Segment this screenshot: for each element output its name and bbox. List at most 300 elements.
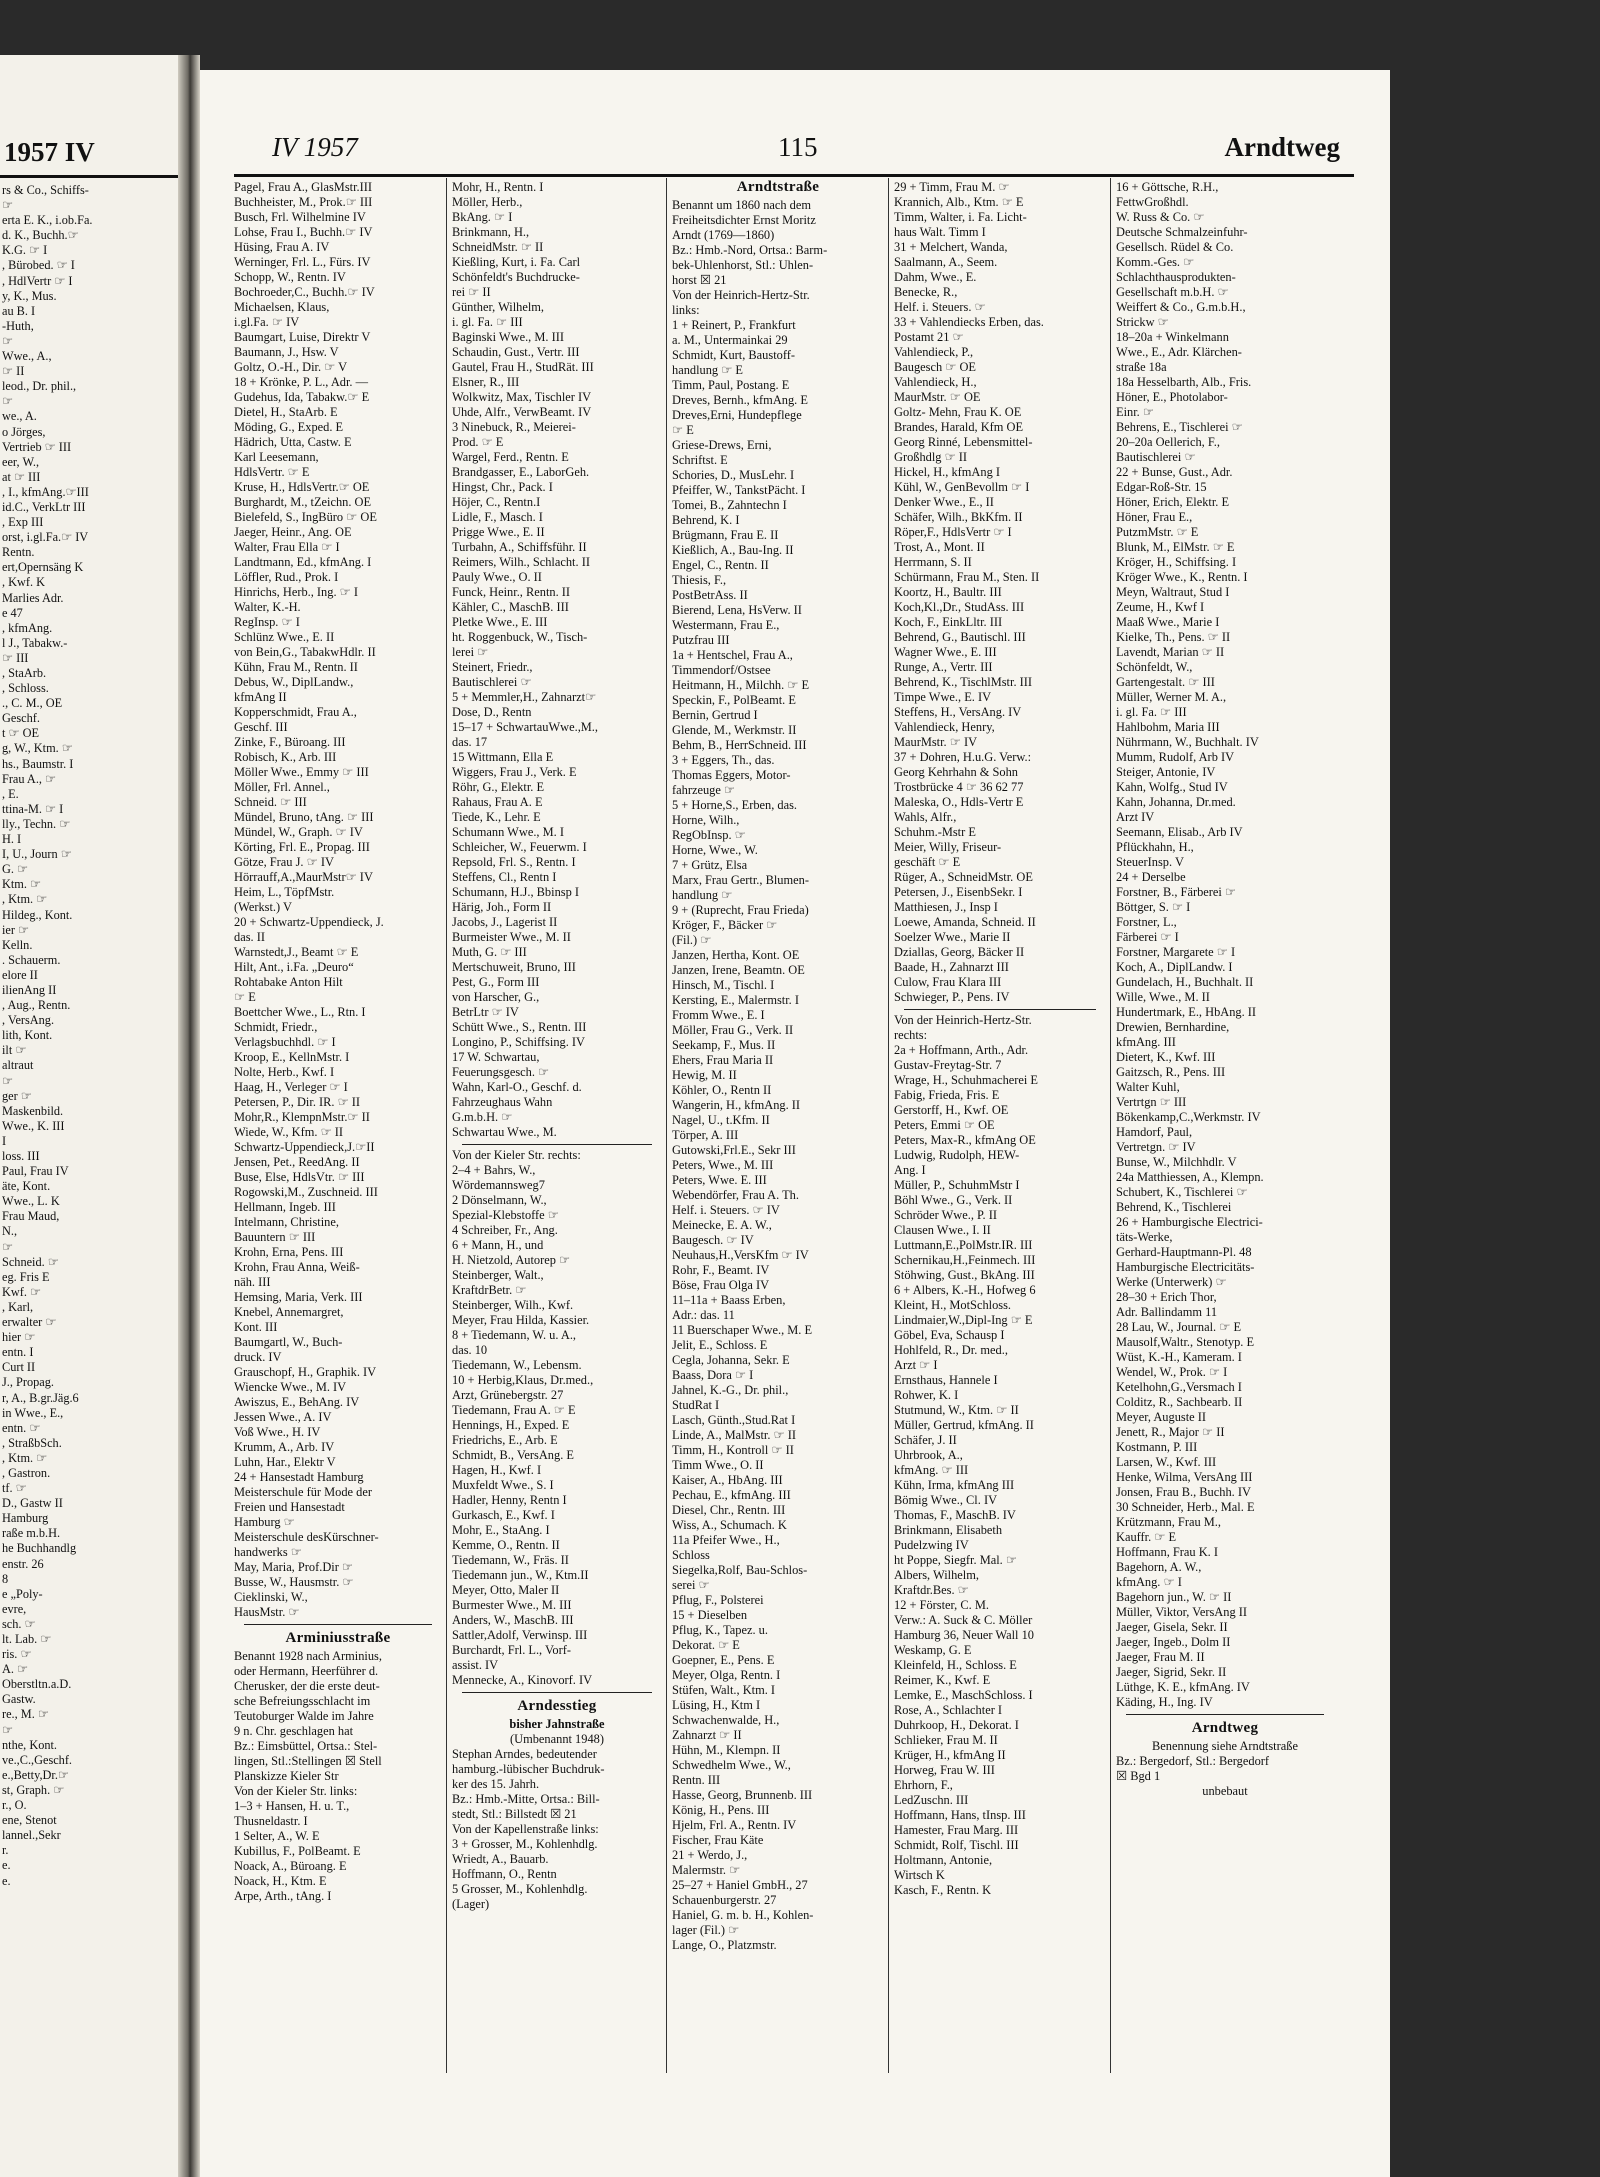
directory-entry: Steinberger, Walt.,	[452, 1268, 544, 1282]
directory-entry: Gerhard-Hauptmann-Pl. 48	[1116, 1245, 1252, 1259]
directory-entry: druck. IV	[234, 1350, 282, 1364]
column-4	[894, 180, 1106, 1898]
left-page-line: , kfmAng.	[2, 620, 53, 635]
left-page-line: o Jörges,	[2, 424, 46, 439]
directory-entry: Behrend, G., Bautischl. III	[894, 630, 1026, 644]
directory-entry: 1–3 + Hansen, H. u. T.,	[234, 1799, 350, 1813]
directory-entry: Schaudin, Gust., Vertr. III	[452, 345, 580, 359]
directory-entry: Adr.: das. 11	[672, 1308, 735, 1322]
directory-entry: Körting, Frl. E., Propag. III	[234, 840, 370, 854]
directory-entry: Bunse, W., Milchhdlr. V	[1116, 1155, 1237, 1169]
directory-entry: Walter, Frau Ella ☞ I	[234, 540, 340, 554]
directory-entry: Albers, Wilhelm,	[894, 1568, 979, 1582]
directory-entry: Holtmann, Antonie,	[894, 1853, 993, 1867]
directory-entry: Vahlendieck, Henry,	[894, 720, 995, 734]
directory-entry: Janzen, Irene, Beamtn. OE	[672, 963, 805, 977]
directory-entry: Bierend, Lena, HsVerw. II	[672, 603, 802, 617]
directory-entry: Hamburg ☞	[234, 1515, 295, 1529]
street-heading: Arndesstieg	[517, 1698, 597, 1714]
directory-entry: Trostbrücke 4 ☞ 36 62 77	[894, 780, 1024, 794]
directory-entry: Krohn, Erna, Pens. III	[234, 1245, 344, 1259]
directory-entry: Hagen, H., Kwf. I	[452, 1463, 542, 1477]
directory-entry: Michaelsen, Klaus,	[234, 300, 330, 314]
directory-entry: Wirtsch K	[894, 1868, 945, 1882]
directory-entry: Bagehorn jun., W. ☞ II	[1116, 1590, 1232, 1604]
directory-entry: Marx, Frau Gertr., Blumen-	[672, 873, 809, 887]
directory-entry: Neuhaus,H.,VersKfm ☞ IV	[672, 1248, 809, 1262]
directory-entry: Hädrich, Utta, Castw. E	[234, 435, 352, 449]
left-page-line: Paul, Frau IV	[2, 1164, 69, 1179]
directory-entry: Höner, Erich, Elektr. E	[1116, 495, 1230, 509]
directory-entry: Lüthge, K. E., kfmAng. IV	[1116, 1680, 1250, 1694]
left-page-line: I, U., Journ ☞	[2, 847, 72, 862]
directory-entry: Kießlich, A., Bau-Ing. II	[672, 543, 794, 557]
directory-entry: Planskizze Kieler Str	[234, 1769, 339, 1783]
left-page-line: ene, Stenot	[2, 1813, 57, 1828]
directory-entry: Grauschopf, H., Graphik. IV	[234, 1365, 377, 1379]
directory-entry: Schönfeldt's Buchdrucke-	[452, 270, 580, 284]
directory-entry: Pflückhahn, H.,	[1116, 840, 1194, 854]
directory-entry: Zahnarzt ☞ II	[672, 1728, 742, 1742]
directory-entry: Hamburgische Electricitäts-	[1116, 1260, 1255, 1274]
directory-entry: Horweg, Frau W. III	[894, 1763, 995, 1777]
directory-entry: Ketelhohn,G.,Versmach I	[1116, 1380, 1242, 1394]
directory-entry: Anders, W., MaschB. III	[452, 1613, 574, 1627]
directory-entry: 10 + Herbig,Klaus, Dr.med.,	[452, 1373, 594, 1387]
left-page-line: leod., Dr. phil.,	[2, 379, 77, 394]
directory-entry: Hellmann, Ingeb. III	[234, 1200, 336, 1214]
directory-entry: von Harscher, G.,	[452, 990, 540, 1004]
directory-entry: Vertrtgn ☞ III	[1116, 1095, 1187, 1109]
directory-entry: 6 + Albers, K.-H., Hofweg 6	[894, 1283, 1036, 1297]
directory-entry: Cherusker, der die erste deut-	[234, 1679, 380, 1693]
left-page-line: , Exp III	[2, 515, 44, 530]
directory-entry: Lidle, F., Masch. I	[452, 510, 543, 524]
directory-entry: 3 + Grosser, M., Kohlenhdlg.	[452, 1837, 598, 1851]
left-page-line: ☞ III	[2, 650, 29, 665]
directory-entry: Haag, H., Verleger ☞ I	[234, 1080, 348, 1094]
left-page-line: , Schloss.	[2, 681, 49, 696]
directory-entry: Benannt 1928 nach Arminius,	[234, 1649, 382, 1663]
directory-entry: Kroop, E., KellnMstr. I	[234, 1050, 350, 1064]
directory-entry: Saalmann, A., Seem.	[894, 255, 998, 269]
left-page-line: H. I	[2, 832, 22, 847]
left-page-line: , Aug., Rentn.	[2, 998, 71, 1013]
section-rule	[1126, 1714, 1324, 1715]
directory-entry: 6 + Mann, H., und	[452, 1238, 544, 1252]
directory-entry: Uhrbrook, A.,	[894, 1448, 963, 1462]
directory-entry: Müller, Viktor, VersAng II	[1116, 1605, 1247, 1619]
left-page-line: hs., Baumstr. I	[2, 756, 74, 771]
left-page-line: Kelln.	[2, 937, 33, 952]
directory-entry: Schäfer, J. II	[894, 1433, 957, 1447]
directory-entry: Ehers, Frau Maria II	[672, 1053, 774, 1067]
directory-entry: Lohse, Frau I., Buchh.☞ IV	[234, 225, 373, 239]
directory-entry: Bautischlerei ☞	[452, 675, 532, 689]
directory-entry: Brandes, Harald, Kfm OE	[894, 420, 1024, 434]
left-page-line: 8	[2, 1571, 9, 1586]
directory-entry: Stephan Arndes, bedeutender	[452, 1747, 597, 1761]
directory-entry: Mertschuweit, Bruno, III	[452, 960, 576, 974]
directory-entry: Koortz, H., Baultr. III	[894, 585, 1002, 599]
directory-entry: Wargel, Ferd., Rentn. E	[452, 450, 569, 464]
directory-entry: Ludwig, Rudolph, HEW-	[894, 1148, 1020, 1162]
directory-entry: Meyer, Olga, Rentn. I	[672, 1668, 781, 1682]
directory-entry: Hörrauff,A.,MaurMstr☞ IV	[234, 870, 373, 884]
directory-entry: Intelmann, Christine,	[234, 1215, 339, 1229]
directory-entry: Trost, A., Mont. II	[894, 540, 985, 554]
directory-entry: Schwartz-Uppendieck,J.☞II	[234, 1140, 375, 1154]
directory-entry: Haniel, G. m. b. H., Kohlen-	[672, 1908, 814, 1922]
directory-entry: Behrend, K. I	[672, 513, 740, 527]
directory-entry: Kahn, Johanna, Dr.med.	[1116, 795, 1236, 809]
directory-entry: näh. III	[234, 1275, 271, 1289]
directory-entry: Pfeiffer, W., TankstPächt. I	[672, 483, 806, 497]
directory-entry: Schubert, K., Tischlerei ☞	[1116, 1185, 1248, 1199]
directory-entry: Hamester, Frau Marg. III	[894, 1823, 1019, 1837]
left-page-line: hier ☞	[2, 1330, 36, 1345]
directory-entry: Seekamp, F., Mus. II	[672, 1038, 776, 1052]
directory-entry: Bömig Wwe., Cl. IV	[894, 1493, 998, 1507]
directory-entry: Nagel, U., t.Kfm. II	[672, 1113, 770, 1127]
directory-entry: Bernin, Gertrud I	[672, 708, 758, 722]
directory-entry: Behrens, E., Tischlerei ☞	[1116, 420, 1243, 434]
left-page-line: Maskenbild.	[2, 1103, 64, 1118]
left-page-line: , StraßbSch.	[2, 1435, 62, 1450]
directory-entry: 31 + Melchert, Wanda,	[894, 240, 1008, 254]
directory-entry: Schloss	[672, 1548, 710, 1562]
directory-entry: lager (Fil.) ☞	[672, 1923, 740, 1937]
directory-entry: Hoffmann, Hans, tInsp. III	[894, 1808, 1026, 1822]
street-note: unbebaut	[1202, 1784, 1248, 1798]
left-page-line: raße m.b.H.	[2, 1526, 61, 1541]
directory-entry: Adr. Ballindamm 11	[1116, 1305, 1218, 1319]
left-page-line: ilienAng II	[2, 982, 57, 997]
directory-entry: Schernikau,H.,Feinmech. III	[894, 1253, 1036, 1267]
directory-entry: 1 Selter, A., W. E	[234, 1829, 320, 1843]
directory-entry: Forstner, Margarete ☞ I	[1116, 945, 1236, 959]
left-page-line: Hamburg	[2, 1511, 49, 1526]
directory-entry: RegInsp. ☞ I	[234, 615, 300, 629]
directory-entry: (Werkst.) V	[234, 900, 292, 914]
directory-entry: ker des 15. Jahrh.	[452, 1777, 540, 1791]
directory-entry: Jaeger, Ingeb., Dolm II	[1116, 1635, 1231, 1649]
left-page-line: , Ktm. ☞	[2, 892, 48, 907]
directory-entry: Hennings, H., Exped. E	[452, 1418, 570, 1432]
directory-entry: Peters, Max-R., kfmAng OE	[894, 1133, 1036, 1147]
left-page-line: lith, Kont.	[2, 1028, 53, 1043]
directory-entry: Behm, B., HerrSchneid. III	[672, 738, 807, 752]
directory-entry: i. gl. Fa. ☞ III	[452, 315, 523, 329]
directory-entry: links:	[672, 303, 700, 317]
directory-entry: Schuhm.-Mstr E	[894, 825, 976, 839]
directory-entry: Maleska, O., Hdls-Vertr E	[894, 795, 1024, 809]
directory-entry: StudRat I	[672, 1398, 720, 1412]
directory-entry: Von der Kieler Str. rechts:	[452, 1148, 581, 1162]
directory-entry: HdlsVertr. ☞ E	[234, 465, 310, 479]
directory-entry: 1 + Reinert, P., Frankfurt	[672, 318, 796, 332]
directory-entry: Jessen Wwe., A. IV	[234, 1410, 332, 1424]
directory-entry: Goltz, O.-H., Dir. ☞ V	[234, 360, 348, 374]
directory-entry: Dreves,Erni, Hundepflege	[672, 408, 802, 422]
directory-entry: Ang. I	[894, 1163, 926, 1177]
directory-entry: Pudelzwing IV	[894, 1538, 969, 1552]
directory-entry: Burmester Wwe., M. III	[452, 1598, 572, 1612]
left-page-line: Hildeg., Kont.	[2, 907, 73, 922]
left-page-line: e „Poly-	[2, 1586, 43, 1601]
directory-entry: Jelit, E., Schloss. E	[672, 1338, 768, 1352]
directory-entry: Freien und Hansestadt	[234, 1500, 345, 1514]
directory-entry: Schwieger, P., Pens. IV	[894, 990, 1010, 1004]
directory-entry: Drewien, Bernhardine,	[1116, 1020, 1230, 1034]
directory-entry: Hewig, M. II	[672, 1068, 737, 1082]
directory-entry: Wendel, W., Prok. ☞ I	[1116, 1365, 1228, 1379]
street-former-name: bisher Jahnstraße	[509, 1717, 605, 1731]
directory-entry: 28–30 + Erich Thor,	[1116, 1290, 1217, 1304]
left-page-line: Oberstltn.a.D.	[2, 1677, 72, 1692]
left-page-line: e 47	[2, 605, 23, 620]
directory-entry: Müller, Gertrud, kfmAng. II	[894, 1418, 1034, 1432]
directory-entry: fahrzeuge ☞	[672, 783, 736, 797]
left-page-line: tf. ☞	[2, 1481, 27, 1496]
directory-entry: Forstner, B., Färberei ☞	[1116, 885, 1237, 899]
directory-entry: Kleint, H., MotSchloss.	[894, 1298, 1012, 1312]
directory-entry: Jonsen, Frau B., Buchh. IV	[1116, 1485, 1251, 1499]
directory-entry: 5 + Memmler,H., Zahnarzt☞	[452, 690, 597, 704]
left-page-line: in Wwe., E.,	[2, 1405, 64, 1420]
directory-entry: Engel, C., Rentn. II	[672, 558, 769, 572]
directory-entry: Komm.-Ges. ☞	[1116, 255, 1195, 269]
directory-entry: Glende, M., Werkmstr. II	[672, 723, 797, 737]
right-page	[200, 70, 1390, 2177]
left-page-line: we., A.	[2, 409, 37, 424]
directory-entry: Mohr, E., StaAng. I	[452, 1523, 550, 1537]
directory-entry: 7 + Grütz, Elsa	[672, 858, 748, 872]
left-page-rule	[0, 175, 178, 178]
directory-entry: Gesellsch. Rüdel & Co.	[1116, 240, 1234, 254]
directory-entry: Hasse, Georg, Brunnenb. III	[672, 1788, 813, 1802]
directory-entry: 9 n. Chr. geschlagen hat	[234, 1724, 354, 1738]
directory-entry: Hüsing, Frau A. IV	[234, 240, 330, 254]
directory-entry: Baugesch. ☞ IV	[672, 1233, 754, 1247]
directory-entry: Benecke, R.,	[894, 285, 958, 299]
directory-entry: Brinkmann, Elisabeth	[894, 1523, 1003, 1537]
directory-entry: Steffens, Cl., Rentn I	[452, 870, 557, 884]
directory-entry: 29 + Timm, Frau M. ☞	[894, 180, 1010, 194]
directory-entry: Färberei ☞ I	[1116, 930, 1179, 944]
directory-entry: RegObInsp. ☞	[672, 828, 746, 842]
directory-entry: Larsen, W., Kwf. III	[1116, 1455, 1217, 1469]
directory-entry: Pflug, F., Polsterei	[672, 1593, 764, 1607]
directory-entry: Koch, F., EinkLltr. III	[894, 615, 1003, 629]
directory-entry: Schlieker, Frau M. II	[894, 1733, 998, 1747]
directory-entry: (Fil.) ☞	[672, 933, 712, 947]
left-page-line: lannel.,Sekr	[2, 1828, 61, 1843]
directory-entry: Petersen, J., EisenbSekr. I	[894, 885, 1023, 899]
directory-entry: Meyer, Otto, Maler II	[452, 1583, 560, 1597]
directory-entry: H. Nietzold, Autorep ☞	[452, 1253, 571, 1267]
left-page-line: J., Propag.	[2, 1375, 54, 1390]
directory-entry: Schwedhelm Wwe., W.,	[672, 1758, 791, 1772]
directory-entry: Meyn, Waltraut, Stud I	[1116, 585, 1230, 599]
directory-entry: Baumann, J., Hsw. V	[234, 345, 339, 359]
directory-entry: Freiheitsdichter Ernst Moritz	[672, 213, 816, 227]
directory-entry: Gundelach, H., Buchhalt. II	[1116, 975, 1254, 989]
directory-entry: Koch, A., DiplLandw. I	[1116, 960, 1233, 974]
directory-entry: Kröger, H., Schiffsing. I	[1116, 555, 1237, 569]
directory-entry: Hingst, Chr., Pack. I	[452, 480, 553, 494]
directory-entry: Putzfrau III	[672, 633, 730, 647]
directory-entry: 11 Buerschaper Wwe., M. E	[672, 1323, 813, 1337]
left-page-line: erta E. K., i.ob.Fa.	[2, 213, 93, 228]
directory-entry: Kraftdr.Bes. ☞	[894, 1583, 969, 1597]
directory-entry: Benannt um 1860 nach dem	[672, 198, 812, 212]
directory-entry: Rose, A., Schlachter I	[894, 1703, 1003, 1717]
left-page-line: r.	[2, 1843, 9, 1858]
directory-entry: ☞ E	[234, 990, 256, 1004]
directory-entry: rechts:	[894, 1028, 928, 1042]
directory-entry: Bz.: Hmb.-Mitte, Ortsa.: Bill-	[452, 1792, 600, 1806]
directory-entry: Loewe, Amanda, Schneid. II	[894, 915, 1036, 929]
directory-entry: Petersen, P., Dir. IR. ☞ II	[234, 1095, 361, 1109]
page-header-keyword: Arndtweg	[1224, 132, 1340, 162]
directory-entry: Tomei, B., Zahntechn I	[672, 498, 787, 512]
directory-entry: straße 18a	[1116, 360, 1167, 374]
directory-entry: Wiggers, Frau J., Verk. E	[452, 765, 577, 779]
directory-entry: Noack, H., Ktm. E	[234, 1874, 327, 1888]
directory-entry: Luhn, Har., Elektr V	[234, 1455, 336, 1469]
directory-entry: Jahnel, K.-G., Dr. phil.,	[672, 1383, 789, 1397]
directory-entry: Brandgasser, E., LaborGeh.	[452, 465, 590, 479]
directory-entry: Fahrzeughaus Wahn	[452, 1095, 553, 1109]
directory-entry: Helf. i. Steuers. ☞ IV	[672, 1203, 780, 1217]
column-1	[234, 180, 442, 1904]
directory-entry: Meisterschule für Mode der	[234, 1485, 372, 1499]
directory-entry: Kleinfeld, H., Schloss. E	[894, 1658, 1017, 1672]
directory-entry: Wahn, Karl-O., Geschf. d.	[452, 1080, 582, 1094]
directory-entry: i.gl.Fa. ☞ IV	[234, 315, 300, 329]
directory-entry: 5 + Horne,S., Erben, das.	[672, 798, 798, 812]
directory-entry: Timm, Walter, i. Fa. Licht-	[894, 210, 1027, 224]
directory-entry: Möding, G., Exped. E	[234, 420, 344, 434]
directory-entry: Mündel, W., Graph. ☞ IV	[234, 825, 363, 839]
directory-entry: Sattler,Adolf, Verwinsp. III	[452, 1628, 588, 1642]
directory-entry: Warnstedt,J., Beamt ☞ E	[234, 945, 359, 959]
left-page-line: , I., kfmAng.☞III	[2, 484, 89, 499]
directory-entry: 11a Pfeifer Wwe., H.,	[672, 1533, 780, 1547]
directory-entry: Gautel, Frau H., StudRät. III	[452, 360, 594, 374]
directory-entry: Rahaus, Frau A. E	[452, 795, 543, 809]
directory-entry: Rüger, A., SchneidMstr. OE	[894, 870, 1033, 884]
directory-entry: Steinert, Friedr.,	[452, 660, 533, 674]
directory-entry: ☒ Bgd 1	[1116, 1769, 1161, 1783]
left-page-line: ris. ☞	[2, 1647, 32, 1662]
directory-entry: Runge, A., Vertr. III	[894, 660, 993, 674]
directory-entry: das. 10	[452, 1343, 488, 1357]
directory-entry: Stöhwing, Gust., BkAng. III	[894, 1268, 1035, 1282]
directory-entry: hamburg.-lübischer Buchdruk-	[452, 1762, 605, 1776]
directory-entry: Schleicher, W., Feuerwm. I	[452, 840, 587, 854]
directory-entry: Gudehus, Ida, Tabakw.☞ E	[234, 390, 370, 404]
directory-entry: Rohtabake Anton Hilt	[234, 975, 343, 989]
directory-entry: Schwachenwalde, H.,	[672, 1713, 780, 1727]
directory-entry: Colditz, R., Sachbearb. II	[1116, 1395, 1243, 1409]
directory-entry: Heitmann, H., Milchh. ☞ E	[672, 678, 810, 692]
directory-entry: ht. Roggenbuck, W., Tisch-	[452, 630, 588, 644]
directory-entry: Heim, L., TöpfMstr.	[234, 885, 335, 899]
directory-entry: Bz.: Bergedorf, Stl.: Bergedorf	[1116, 1754, 1270, 1768]
directory-entry: Kießling, Kurt, i. Fa. Carl	[452, 255, 581, 269]
directory-entry: Rentn. III	[672, 1773, 721, 1787]
directory-entry: LedZuschn. III	[894, 1793, 969, 1807]
directory-entry: Hemsing, Maria, Verk. III	[234, 1290, 363, 1304]
left-page-line: r, A., B.gr.Jäg.6	[2, 1390, 79, 1405]
directory-entry: Bochroeder,C., Buchh.☞ IV	[234, 285, 375, 299]
directory-entry: Schumann, H.J., Bbinsp I	[452, 885, 580, 899]
directory-entry: Tiedemann, W., Fräs. II	[452, 1553, 569, 1567]
directory-entry: Kaiser, A., HbAng. III	[672, 1473, 783, 1487]
left-page-line: e.	[2, 1873, 11, 1888]
left-page-line: y, K., Mus.	[2, 288, 57, 303]
left-page-line: at ☞ III	[2, 469, 41, 484]
directory-entry: PostBetrAss. II	[672, 588, 748, 602]
directory-entry: Henke, Wilma, VersAng III	[1116, 1470, 1253, 1484]
directory-entry: Schlachthausprodukten-	[1116, 270, 1236, 284]
left-page-line: ☞	[2, 1073, 14, 1088]
directory-entry: Baass, Dora ☞ I	[672, 1368, 754, 1382]
directory-entry: Tiedemann, W., Lebensm.	[452, 1358, 582, 1372]
directory-entry: Krannich, Alb., Ktm. ☞ E	[894, 195, 1024, 209]
left-page-line: eg. Fris E	[2, 1269, 50, 1284]
directory-entry: Von der Heinrich-Hertz-Str.	[672, 288, 810, 302]
directory-entry: Von der Heinrich-Hertz-Str.	[894, 1013, 1032, 1027]
page-header-left: IV 1957	[272, 132, 358, 162]
directory-entry: Wrage, H., Schuhmacherei E	[894, 1073, 1038, 1087]
directory-entry: Müller, Werner M. A.,	[1116, 690, 1227, 704]
left-page-line: Frau Maud,	[2, 1209, 60, 1224]
directory-entry: Hinsch, M., Tischl. I	[672, 978, 775, 992]
directory-entry: Großhdlg ☞ II	[894, 450, 968, 464]
directory-entry: Löffler, Rud., Prok. I	[234, 570, 339, 584]
directory-entry: Cieklinski, W.,	[234, 1590, 308, 1604]
left-page-line: , Gastron.	[2, 1465, 51, 1480]
directory-entry: 2 Dönselmann, W.,	[452, 1193, 547, 1207]
directory-entry: Kröger Wwe., K., Rentn. I	[1116, 570, 1248, 584]
directory-entry: Hjelm, Frl. A., Rentn. IV	[672, 1818, 797, 1832]
directory-entry: 3 + Eggers, Th., das.	[672, 753, 775, 767]
directory-entry: Jensen, Pet., ReedAng. II	[234, 1155, 360, 1169]
directory-entry: Kersting, E., Malermstr. I	[672, 993, 799, 1007]
directory-entry: Meier, Willy, Friseur-	[894, 840, 1002, 854]
directory-entry: Pflug, K., Tapez. u.	[672, 1623, 768, 1637]
directory-entry: handwerks ☞	[234, 1545, 302, 1559]
left-page-line: orst, i.gl.Fa.☞ IV	[2, 530, 89, 545]
left-page-line: Frau A., ☞	[2, 771, 57, 786]
directory-entry: Arzt, Grünebergstr. 27	[452, 1388, 564, 1402]
directory-entry: 20 + Schwartz-Uppendieck, J.	[234, 915, 384, 929]
directory-entry: Hinrichs, Herb., Ing. ☞ I	[234, 585, 358, 599]
left-page-line: , Kwf. K	[2, 575, 46, 590]
left-page-line: ☞	[2, 1722, 14, 1737]
directory-entry: May, Maria, Prof.Dir ☞	[234, 1560, 354, 1574]
directory-entry: Arzt IV	[1116, 810, 1155, 824]
left-page-line: ☞	[2, 1239, 14, 1254]
directory-entry: Lavendt, Marian ☞ II	[1116, 645, 1225, 659]
directory-entry: kfmAng. ☞ I	[1116, 1575, 1182, 1589]
directory-entry: Hickel, H., kfmAng I	[894, 465, 1000, 479]
directory-entry: Friedrichs, E., Arb. E	[452, 1433, 558, 1447]
column-2	[452, 180, 662, 1912]
